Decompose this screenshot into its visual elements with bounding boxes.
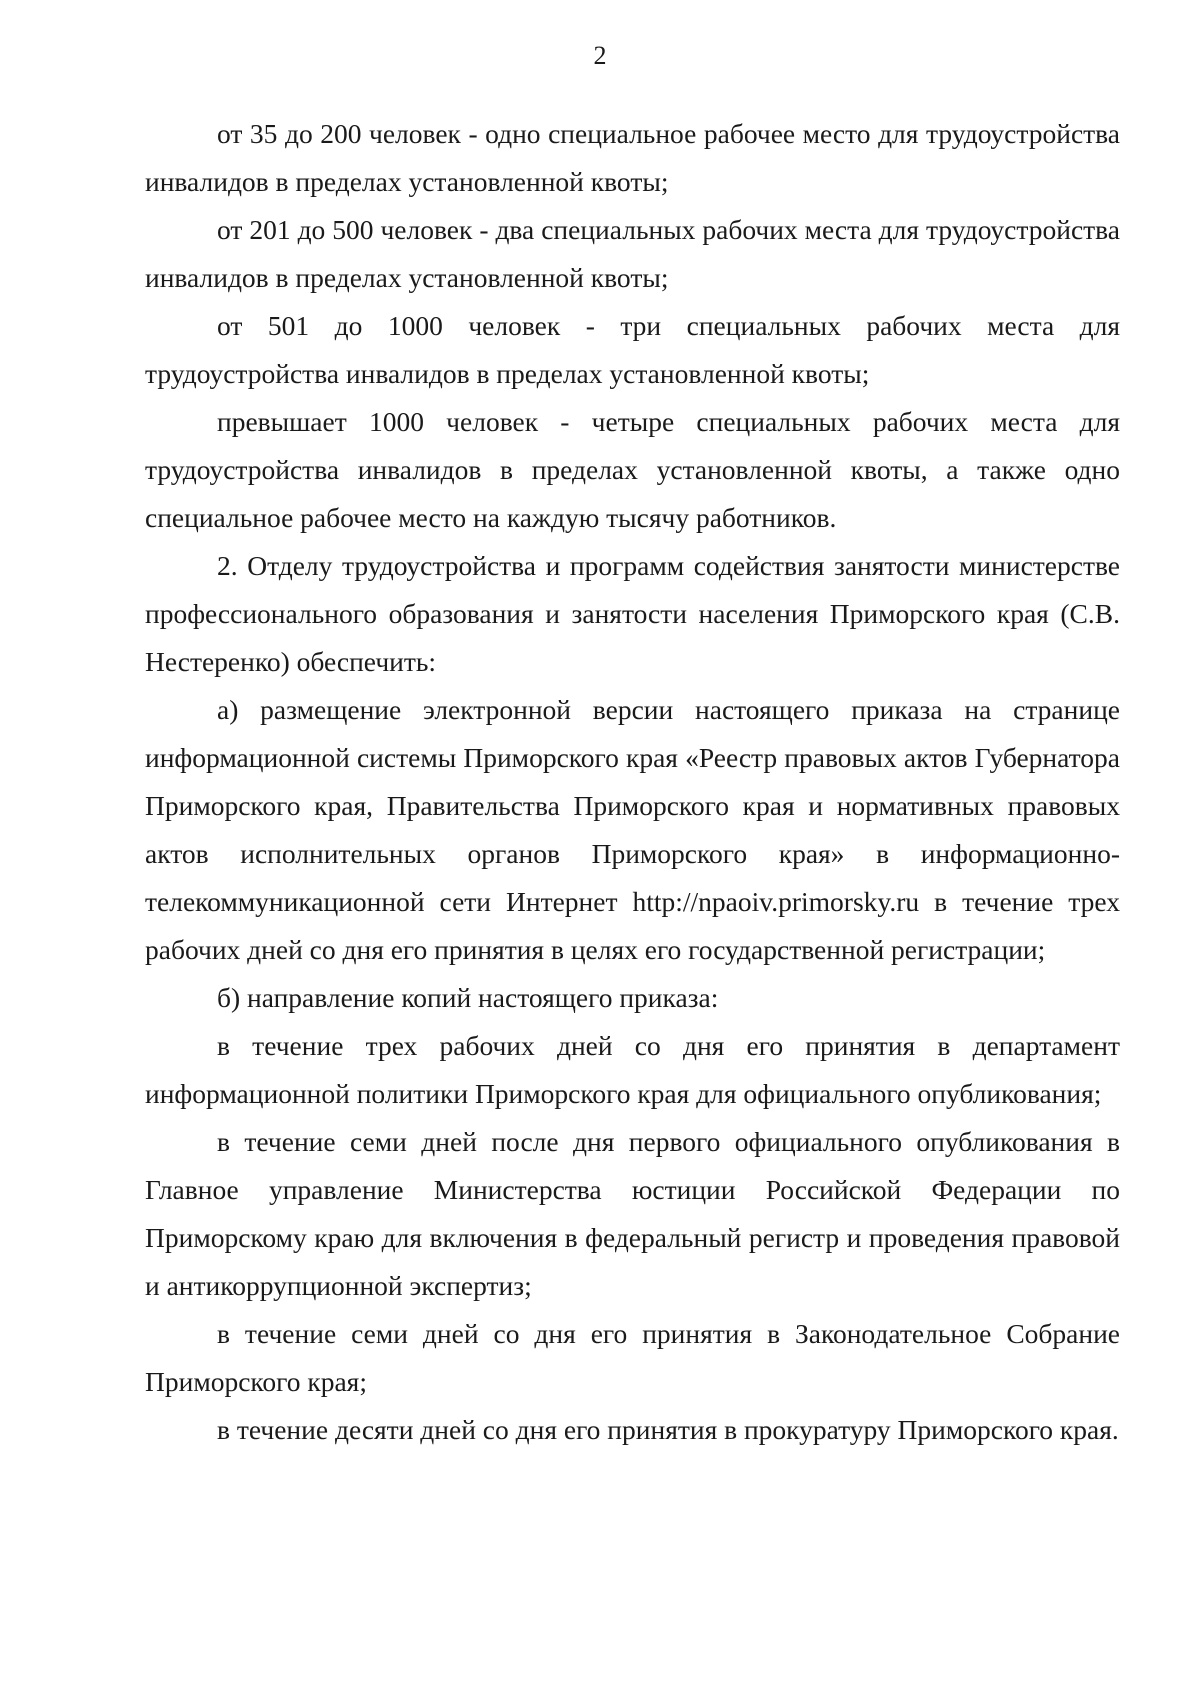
paragraph-publication: в течение трех рабочих дней со дня его принятия в департамент информационной политики Приморского края для официального опубликования;: [145, 1030, 1120, 1109]
document-body: [145, 110, 1120, 1454]
paragraph-item-b: б) направление копий настоящего приказа:: [217, 982, 719, 1013]
paragraph-quota-501-1000: от 501 до 1000 человек - три специальных рабочих места для трудоустройства инвалидов в пределах установленной квоты;: [145, 310, 1120, 389]
paragraph-legislative-assembly: в течение семи дней со дня его принятия в Законодательное Собрание Приморского края;: [145, 1318, 1120, 1397]
paragraph-ministry-justice: в течение семи дней после дня первого официального опубликования в Главное управление Министерства юстиции Российской Федерации по Приморскому краю для включения в федеральный регистр и проведения правовой и антикоррупционной экспертиз;: [145, 1126, 1120, 1301]
paragraph-quota-201-500: от 201 до 500 человек - два специальных рабочих места для трудоустройства инвалидов в пределах установленной квоты;: [145, 214, 1120, 293]
paragraph-item-2: 2. Отделу трудоустройства и программ содействия занятости министерстве профессионального образования и занятости населения Приморского края (С.В. Нестеренко) обеспечить:: [145, 550, 1120, 677]
paragraph-quota-35-200: от 35 до 200 человек - одно специальное рабочее место для трудоустройства инвалидов в пределах установленной квоты;: [145, 118, 1120, 197]
paragraph-item-a: а) размещение электронной версии настоящего приказа на странице информационной системы Приморского края «Реестр правовых актов Губернатора Приморского края, Правительства Приморского края и нормативных правовых актов исполнительных органов Приморского края» в информационно-телекоммуникационной сети Интернет http://npaoiv.primorsky.ru в течение трех рабочих дней со дня его принятия в целях его государственной регистрации;: [145, 694, 1120, 965]
paragraph-quota-over-1000: превышает 1000 человек - четыре специальных рабочих места для трудоустройства инвалидов в пределах установленной квоты, а также одно специальное рабочее место на каждую тысячу работников.: [145, 406, 1120, 533]
page-number: 2: [593, 41, 607, 70]
paragraph-prosecutor: в течение десяти дней со дня его принятия в прокуратуру Приморского края.: [217, 1414, 1119, 1445]
